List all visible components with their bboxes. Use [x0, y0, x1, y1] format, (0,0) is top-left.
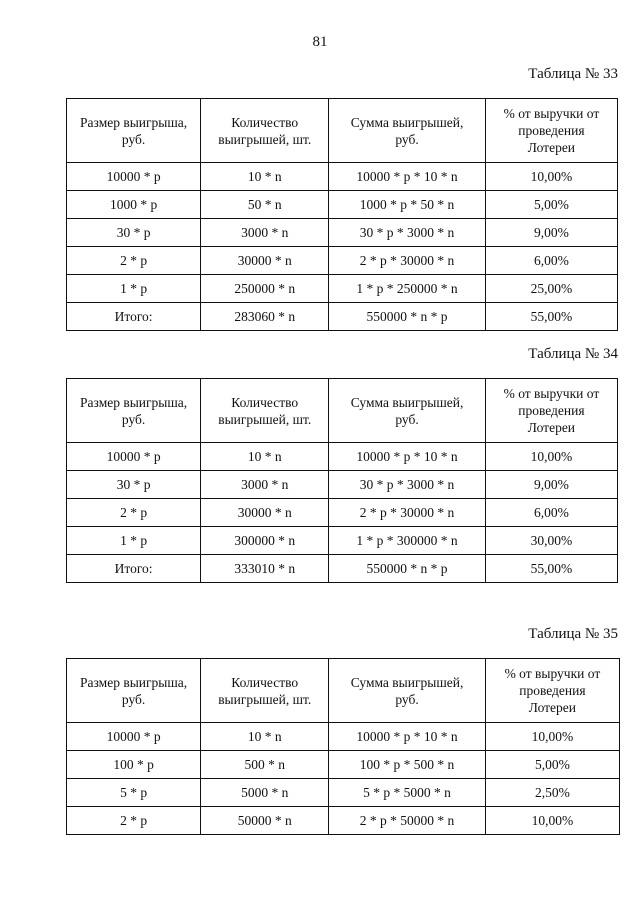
- table-row: [67, 779, 620, 807]
- table-row: [67, 807, 620, 835]
- cell-prize-count: 3000 * n: [201, 219, 329, 247]
- cell-prize-sum: 550000 * n * р: [329, 555, 486, 583]
- cell-prize-size: 10000 * р: [67, 163, 201, 191]
- cell-prize-count: 250000 * n: [201, 275, 329, 303]
- cell-revenue-percent: 5,00%: [485, 751, 619, 779]
- cell-prize-sum: 2 * р * 30000 * n: [329, 247, 486, 275]
- table-row: [67, 723, 620, 751]
- table-row: [67, 163, 618, 191]
- cell-prize-count: 5000 * n: [201, 779, 329, 807]
- cell-revenue-percent: 30,00%: [485, 527, 617, 555]
- header-prize-sum: Сумма выигрышей, руб.: [329, 379, 486, 443]
- cell-prize-size: Итого:: [67, 555, 201, 583]
- table-row: [67, 443, 618, 471]
- table-row: [67, 247, 618, 275]
- cell-prize-sum: 10000 * р * 10 * n: [329, 443, 486, 471]
- cell-prize-count: 30000 * n: [201, 499, 329, 527]
- table-row: [67, 191, 618, 219]
- cell-revenue-percent: 10,00%: [485, 723, 619, 751]
- cell-prize-size: 1000 * р: [67, 191, 201, 219]
- cell-prize-size: 100 * р: [67, 751, 201, 779]
- header-prize-size: Размер выигрыша, руб.: [67, 379, 201, 443]
- cell-prize-sum: 10000 * р * 10 * n: [329, 723, 486, 751]
- cell-prize-count: 10 * n: [201, 723, 329, 751]
- header-revenue-percent: % от выручки от проведения Лотереи: [485, 379, 617, 443]
- cell-prize-size: 2 * р: [67, 807, 201, 835]
- table-caption-34: Таблица № 34: [528, 346, 618, 362]
- table-34: [66, 378, 618, 583]
- cell-revenue-percent: 55,00%: [485, 555, 617, 583]
- cell-revenue-percent: 55,00%: [485, 303, 617, 331]
- cell-prize-count: 300000 * n: [201, 527, 329, 555]
- cell-revenue-percent: 6,00%: [485, 247, 617, 275]
- cell-revenue-percent: 10,00%: [485, 163, 617, 191]
- header-prize-count: Количество выигрышей, шт.: [201, 99, 329, 163]
- cell-prize-sum: 10000 * р * 10 * n: [329, 163, 486, 191]
- header-prize-count: Количество выигрышей, шт.: [201, 379, 329, 443]
- cell-prize-count: 30000 * n: [201, 247, 329, 275]
- cell-prize-size: 5 * р: [67, 779, 201, 807]
- cell-prize-sum: 2 * р * 30000 * n: [329, 499, 486, 527]
- cell-revenue-percent: 10,00%: [485, 807, 619, 835]
- cell-prize-sum: 1 * р * 250000 * n: [329, 275, 486, 303]
- cell-revenue-percent: 5,00%: [485, 191, 617, 219]
- cell-prize-size: 2 * р: [67, 247, 201, 275]
- table-caption-33: Таблица № 33: [528, 66, 618, 82]
- cell-prize-count: 10 * n: [201, 443, 329, 471]
- cell-revenue-percent: 6,00%: [485, 499, 617, 527]
- cell-prize-count: 283060 * n: [201, 303, 329, 331]
- header-row: [67, 659, 620, 723]
- cell-revenue-percent: 2,50%: [485, 779, 619, 807]
- cell-prize-sum: 100 * р * 500 * n: [329, 751, 486, 779]
- cell-prize-count: 10 * n: [201, 163, 329, 191]
- cell-prize-sum: 30 * р * 3000 * n: [329, 219, 486, 247]
- table-row: [67, 275, 618, 303]
- cell-prize-size: 1 * р: [67, 275, 201, 303]
- cell-revenue-percent: 9,00%: [485, 471, 617, 499]
- cell-prize-sum: 550000 * n * р: [329, 303, 486, 331]
- cell-prize-count: 50000 * n: [201, 807, 329, 835]
- table-row: [67, 751, 620, 779]
- table-row: [67, 527, 618, 555]
- table-caption-35: Таблица № 35: [528, 626, 618, 642]
- table-row: [67, 219, 618, 247]
- header-prize-size: Размер выигрыша, руб.: [67, 99, 201, 163]
- header-revenue-percent: % от выручки от проведения Лотереи: [485, 99, 617, 163]
- header-prize-sum: Сумма выигрышей, руб.: [329, 659, 486, 723]
- cell-prize-count: 333010 * n: [201, 555, 329, 583]
- cell-prize-count: 50 * n: [201, 191, 329, 219]
- table-row: [67, 555, 618, 583]
- table-row: [67, 471, 618, 499]
- cell-revenue-percent: 10,00%: [485, 443, 617, 471]
- header-row: [67, 379, 618, 443]
- header-revenue-percent: % от выручки от проведения Лотереи: [485, 659, 619, 723]
- table-33: [66, 98, 618, 331]
- cell-prize-size: 30 * р: [67, 471, 201, 499]
- page-number: 81: [312, 34, 328, 50]
- cell-prize-sum: 5 * р * 5000 * n: [329, 779, 486, 807]
- cell-prize-size: 10000 * р: [67, 443, 201, 471]
- cell-prize-count: 3000 * n: [201, 471, 329, 499]
- cell-prize-size: 10000 * р: [67, 723, 201, 751]
- cell-prize-size: 30 * р: [67, 219, 201, 247]
- cell-prize-sum: 1000 * р * 50 * n: [329, 191, 486, 219]
- cell-prize-size: Итого:: [67, 303, 201, 331]
- header-row: [67, 99, 618, 163]
- cell-prize-sum: 2 * р * 50000 * n: [329, 807, 486, 835]
- cell-prize-sum: 1 * р * 300000 * n: [329, 527, 486, 555]
- cell-prize-size: 1 * р: [67, 527, 201, 555]
- table-row: [67, 303, 618, 331]
- cell-prize-size: 2 * р: [67, 499, 201, 527]
- cell-prize-count: 500 * n: [201, 751, 329, 779]
- cell-revenue-percent: 9,00%: [485, 219, 617, 247]
- table-row: [67, 499, 618, 527]
- header-prize-size: Размер выигрыша, руб.: [67, 659, 201, 723]
- cell-revenue-percent: 25,00%: [485, 275, 617, 303]
- table-35: [66, 658, 620, 835]
- cell-prize-sum: 30 * р * 3000 * n: [329, 471, 486, 499]
- header-prize-count: Количество выигрышей, шт.: [201, 659, 329, 723]
- header-prize-sum: Сумма выигрышей, руб.: [329, 99, 486, 163]
